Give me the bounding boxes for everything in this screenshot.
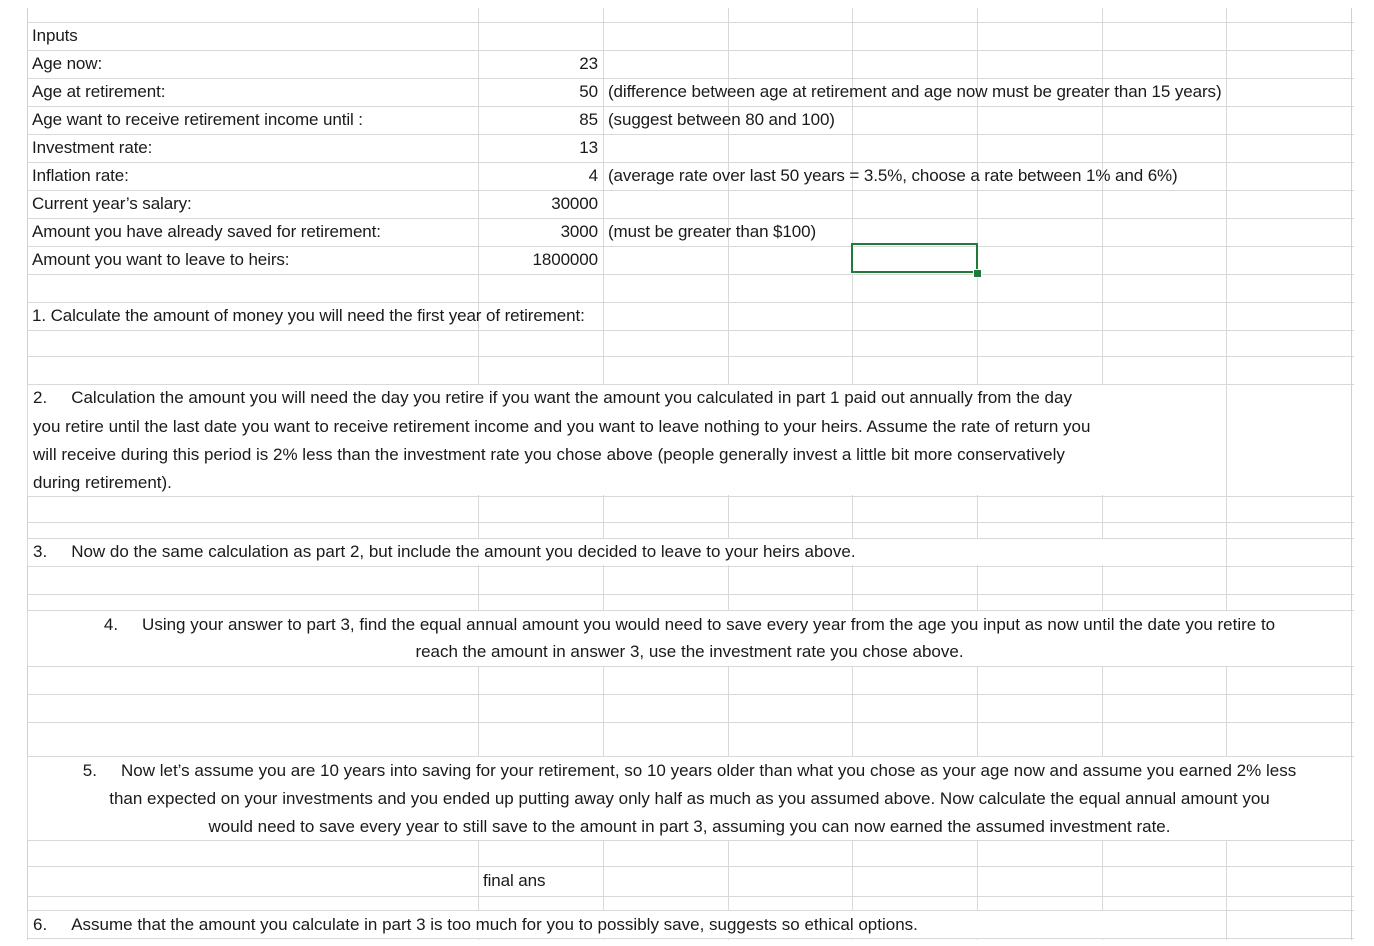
row-line bbox=[27, 496, 1354, 497]
row-line bbox=[27, 50, 1354, 51]
row-line bbox=[27, 274, 1354, 275]
input-value-heirs[interactable]: 1800000 bbox=[532, 250, 598, 269]
row-line bbox=[27, 866, 1354, 867]
row-line bbox=[27, 22, 1354, 23]
question-2-text-1: Calculation the amount you will need the day you retire if you want the amount you calculated in part 1 paid out annually from the day bbox=[71, 388, 1072, 407]
question-4-number: 4. bbox=[103, 615, 119, 634]
question-2-number: 2. bbox=[33, 388, 48, 407]
question-4-block[interactable] bbox=[27, 611, 1352, 666]
input-label-income-until: Age want to receive retirement income until : bbox=[32, 110, 363, 129]
input-value-inflation-rate[interactable]: 4 bbox=[588, 166, 598, 185]
fill-handle[interactable] bbox=[973, 269, 982, 278]
question-5-line-3: would need to save every year to still save to the amount in part 3, assuming you can now earned the assumed investment rate. bbox=[208, 817, 1171, 836]
question-1: 1. Calculate the amount of money you will need the first year of retirement: bbox=[32, 306, 585, 325]
input-value-income-until[interactable]: 85 bbox=[579, 110, 598, 129]
question-3[interactable] bbox=[27, 539, 1227, 565]
row-line bbox=[27, 896, 1354, 897]
question-5-number: 5. bbox=[82, 761, 97, 780]
row-line bbox=[27, 566, 1354, 567]
question-5-line-2: than expected on your investments and you ended up putting away only half as much as you assumed above. Now calculate the equal annual amount you bbox=[109, 789, 1270, 808]
question-5-line-1 bbox=[28, 757, 1351, 785]
input-value-age-now[interactable]: 23 bbox=[579, 54, 598, 73]
row-line bbox=[27, 722, 1354, 723]
input-label-salary: Current year’s salary: bbox=[32, 194, 192, 213]
question-6-number: 6. bbox=[33, 915, 48, 934]
input-label-inflation-rate: Inflation rate: bbox=[32, 166, 129, 185]
row-line bbox=[27, 356, 1354, 357]
input-label-age-retirement: Age at retirement: bbox=[32, 82, 166, 101]
row-line bbox=[27, 938, 1354, 939]
input-label-saved: Amount you have already saved for retirement: bbox=[32, 222, 381, 241]
row-line bbox=[27, 134, 1354, 135]
input-label-age-now: Age now: bbox=[32, 54, 103, 73]
row-line bbox=[27, 694, 1354, 695]
question-2-line-4: during retirement). bbox=[33, 473, 172, 492]
question-4-text-1: Using your answer to part 3, find the equal annual amount you would need to save every year from the age you input as now until the date you retire to bbox=[142, 615, 1276, 634]
inputs-header: Inputs bbox=[32, 26, 78, 45]
input-label-investment-rate: Investment rate: bbox=[32, 138, 153, 157]
input-value-age-retirement[interactable]: 50 bbox=[579, 82, 598, 101]
question-6[interactable] bbox=[27, 911, 1227, 938]
question-2-line-3: will receive during this period is 2% less than the investment rate you chose above (people generally invest a little bit more conservatively bbox=[33, 445, 1065, 464]
input-note-income-until: (suggest between 80 and 100) bbox=[608, 110, 835, 129]
selected-cell[interactable] bbox=[851, 243, 978, 273]
input-note-age-retirement: (difference between age at retirement and age now must be greater than 15 years) bbox=[608, 82, 1222, 101]
row-line bbox=[27, 594, 1354, 595]
input-note-inflation-rate: (average rate over last 50 years = 3.5%, choose a rate between 1% and 6%) bbox=[608, 166, 1178, 185]
input-value-investment-rate[interactable]: 13 bbox=[579, 138, 598, 157]
input-label-heirs: Amount you want to leave to heirs: bbox=[32, 250, 290, 269]
row-line bbox=[27, 190, 1354, 191]
question-5-text-1: Now let’s assume you are 10 years into saving for your retirement, so 10 years older than what you chose as your age now and assume you earned 2% less bbox=[120, 761, 1297, 780]
row-line bbox=[27, 840, 1354, 841]
input-note-saved: (must be greater than $100) bbox=[608, 222, 817, 241]
input-value-saved[interactable]: 3000 bbox=[560, 222, 598, 241]
question-4-line-2: reach the amount in answer 3, use the investment rate you chose above. bbox=[415, 642, 964, 661]
row-line bbox=[27, 330, 1354, 331]
question-4-line-1 bbox=[28, 611, 1351, 639]
question-2-line-2: you retire until the last date you want to receive retirement income and you want to leave nothing to your heirs. Assume the rate of return you bbox=[33, 417, 1091, 436]
question-6-text: Assume that the amount you calculate in part 3 is too much for you to possibly save, suggests so ethical options. bbox=[71, 915, 918, 934]
question-3-number: 3. bbox=[33, 542, 48, 561]
row-line bbox=[27, 666, 1354, 667]
row-line bbox=[27, 522, 1354, 523]
final-answer-label: final ans bbox=[483, 871, 546, 890]
input-value-salary[interactable]: 30000 bbox=[551, 194, 598, 213]
question-2-block[interactable] bbox=[27, 385, 1227, 495]
question-3-text: Now do the same calculation as part 2, but include the amount you decided to leave to your heirs above. bbox=[71, 542, 856, 561]
question-5-block[interactable] bbox=[27, 757, 1352, 840]
question-2-line-1 bbox=[33, 385, 1220, 413]
